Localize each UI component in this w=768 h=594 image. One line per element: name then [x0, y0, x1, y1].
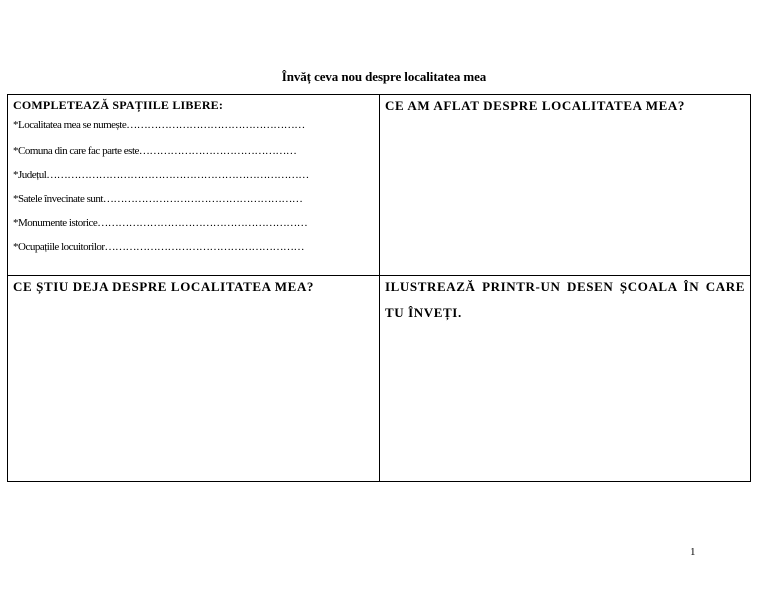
fill-in-blanks-list: [13, 117, 374, 259]
list-item: *Satele învecinate sunt…………………………………………………: [13, 193, 303, 205]
document-title: Învăț ceva nou despre localitatea mea: [281, 69, 487, 84]
list-item: *Monumente istorice……………………………………………………: [13, 217, 308, 229]
list-item: *Ocupațiile locuitorilor…………………………………………………: [13, 241, 305, 253]
worksheet-table: [7, 94, 751, 482]
draw-school-cell: [380, 276, 750, 481]
list-item: *Județul…………………………………………………………………: [13, 169, 309, 181]
what-i-learned-cell: [380, 95, 750, 275]
what-i-learned-heading: CE AM AFLAT DESPRE LOCALITATEA MEA?: [385, 98, 685, 113]
list-item: *Localitatea mea se numește……………………………………………: [13, 119, 305, 131]
page-number: 1: [690, 546, 696, 558]
what-i-know-cell: [8, 276, 379, 481]
what-i-know-heading: CE ȘTIU DEJA DESPRE LOCALITATEA MEA?: [13, 279, 315, 294]
fill-in-blanks-heading: COMPLETEAZĂ SPAȚIILE LIBERE:: [13, 98, 224, 112]
list-item: *Comuna din care fac parte este………………………………………: [13, 145, 297, 157]
fill-in-blanks-cell: [8, 95, 379, 275]
draw-school-heading: ILUSTREAZĂ PRINTR-UN DESEN ȘCOALA ÎN CARE TU ÎNVEȚI.: [385, 279, 745, 320]
